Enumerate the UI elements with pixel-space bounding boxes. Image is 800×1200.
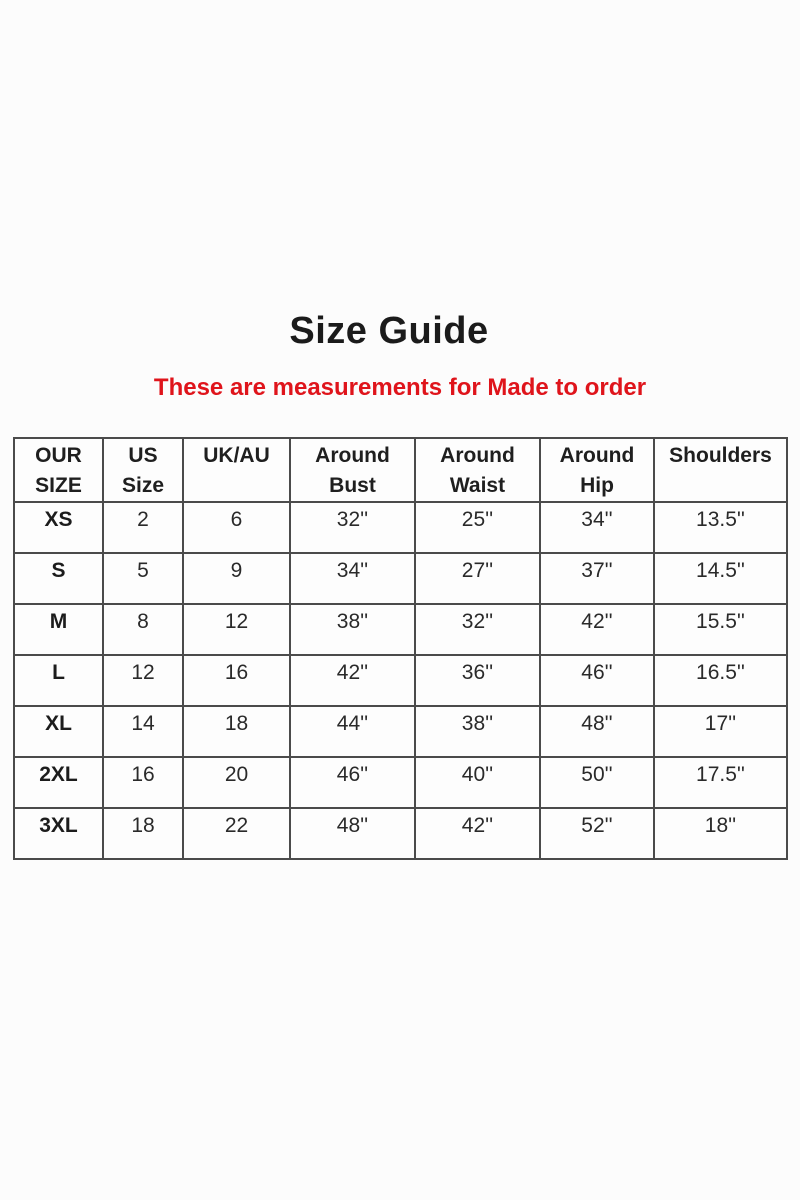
uk-au-cell: 20 [183, 757, 290, 808]
around-bust-cell: 34'' [290, 553, 415, 604]
size-guide-table [13, 437, 788, 860]
around-hip-cell: 46'' [540, 655, 654, 706]
column-header-around-hip [540, 438, 654, 502]
page-subtitle: These are measurements for Made to order [153, 374, 647, 401]
us-size-cell: 8 [103, 604, 183, 655]
column-header-label: Bust [329, 474, 376, 497]
column-header-around-bust [290, 438, 415, 502]
column-header-label: Waist [449, 474, 506, 497]
around-waist-cell: 36'' [415, 655, 540, 706]
around-hip-cell: 37'' [540, 553, 654, 604]
column-header-shoulders [654, 438, 787, 502]
around-bust-cell: 32'' [290, 502, 415, 553]
around-bust-cell: 42'' [290, 655, 415, 706]
our-size-cell: XL [14, 706, 103, 757]
around-hip-cell: 52'' [540, 808, 654, 859]
table-row-s [14, 553, 787, 604]
column-header-us-size [103, 438, 183, 502]
column-header-label: Around [315, 444, 390, 467]
around-hip-cell: 42'' [540, 604, 654, 655]
us-size-cell: 12 [103, 655, 183, 706]
column-header-label: UK/AU [203, 444, 270, 467]
column-header-uk-au [183, 438, 290, 502]
uk-au-cell: 12 [183, 604, 290, 655]
around-waist-cell: 25'' [415, 502, 540, 553]
column-header-label: Size [121, 474, 165, 497]
shoulders-cell: 13.5'' [654, 502, 787, 553]
uk-au-cell: 18 [183, 706, 290, 757]
uk-au-cell: 22 [183, 808, 290, 859]
column-header-label: OUR [35, 444, 82, 467]
around-bust-cell: 48'' [290, 808, 415, 859]
around-bust-cell: 38'' [290, 604, 415, 655]
around-bust-cell: 46'' [290, 757, 415, 808]
around-waist-cell: 32'' [415, 604, 540, 655]
our-size-cell: XS [14, 502, 103, 553]
uk-au-cell: 6 [183, 502, 290, 553]
table-row-2xl [14, 757, 787, 808]
our-size-cell: L [14, 655, 103, 706]
page-title: Size Guide [289, 310, 489, 352]
around-hip-cell: 48'' [540, 706, 654, 757]
shoulders-cell: 14.5'' [654, 553, 787, 604]
uk-au-cell: 16 [183, 655, 290, 706]
around-waist-cell: 38'' [415, 706, 540, 757]
shoulders-cell: 18'' [654, 808, 787, 859]
around-bust-cell: 44'' [290, 706, 415, 757]
column-header-label: Shoulders [669, 444, 772, 467]
our-size-cell: M [14, 604, 103, 655]
us-size-cell: 16 [103, 757, 183, 808]
around-hip-cell: 50'' [540, 757, 654, 808]
table-row-3xl [14, 808, 787, 859]
column-header-label: Around [440, 444, 515, 467]
us-size-cell: 2 [103, 502, 183, 553]
around-waist-cell: 42'' [415, 808, 540, 859]
header-row [14, 438, 787, 502]
column-header-label: SIZE [35, 474, 82, 497]
column-header-around-waist [415, 438, 540, 502]
our-size-cell: 3XL [14, 808, 103, 859]
around-waist-cell: 27'' [415, 553, 540, 604]
table-row-l [14, 655, 787, 706]
shoulders-cell: 17.5'' [654, 757, 787, 808]
us-size-cell: 18 [103, 808, 183, 859]
shoulders-cell: 15.5'' [654, 604, 787, 655]
us-size-cell: 5 [103, 553, 183, 604]
us-size-cell: 14 [103, 706, 183, 757]
our-size-cell: 2XL [14, 757, 103, 808]
table-row-xl [14, 706, 787, 757]
shoulders-cell: 17'' [654, 706, 787, 757]
column-header-label: US [128, 444, 158, 467]
shoulders-cell: 16.5'' [654, 655, 787, 706]
column-header-label: Around [559, 444, 635, 467]
table-row-m [14, 604, 787, 655]
our-size-cell: S [14, 553, 103, 604]
column-header-our-size [14, 438, 103, 502]
uk-au-cell: 9 [183, 553, 290, 604]
around-hip-cell: 34'' [540, 502, 654, 553]
column-header-label: Hip [580, 474, 614, 497]
around-waist-cell: 40'' [415, 757, 540, 808]
table-row-xs [14, 502, 787, 553]
